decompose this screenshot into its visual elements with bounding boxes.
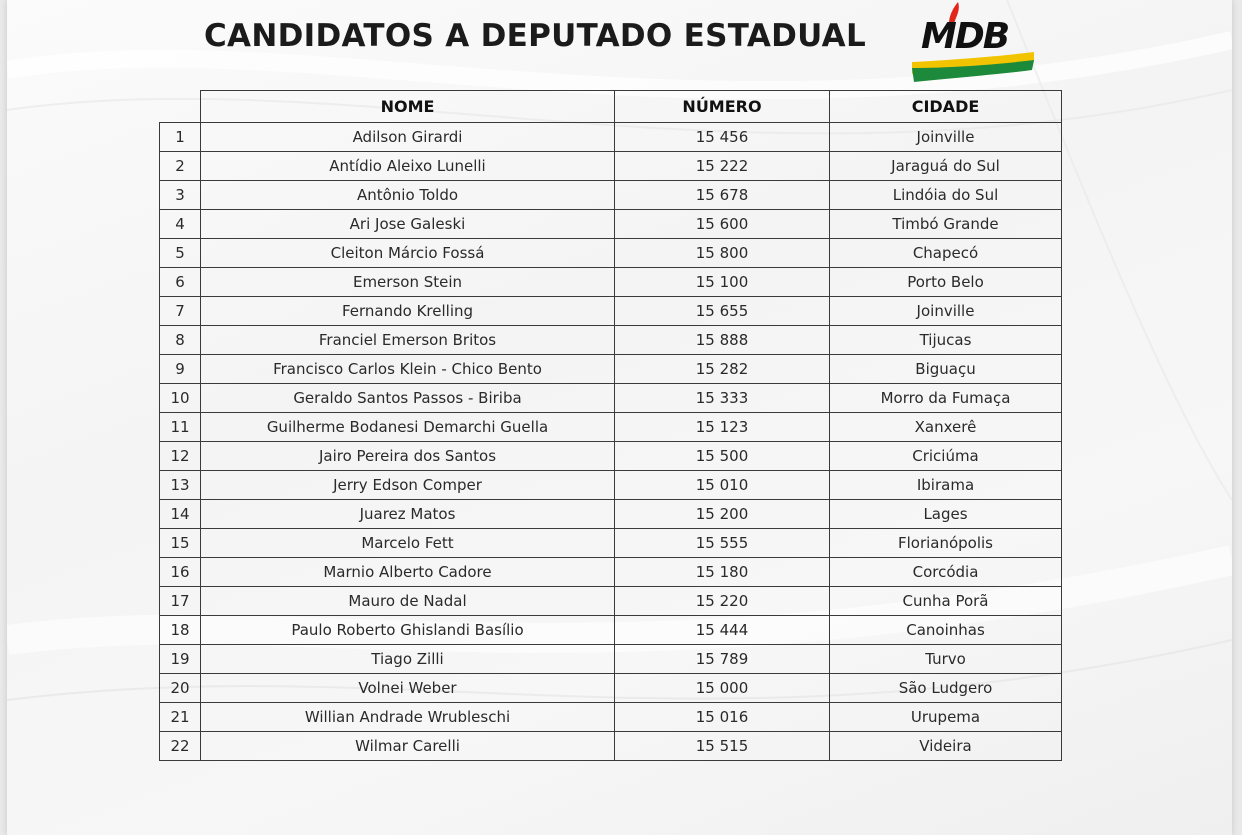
name-cell: Guilherme Bodanesi Demarchi Guella bbox=[201, 413, 615, 442]
index-cell: 20 bbox=[160, 674, 201, 703]
table-row bbox=[160, 268, 1062, 297]
page-title: CANDIDATOS A DEPUTADO ESTADUAL bbox=[204, 18, 867, 54]
index-cell: 22 bbox=[160, 732, 201, 761]
index-cell: 19 bbox=[160, 645, 201, 674]
table-row bbox=[160, 152, 1062, 181]
index-cell: 9 bbox=[160, 355, 201, 384]
city-cell: Florianópolis bbox=[830, 529, 1062, 558]
name-cell: Paulo Roberto Ghislandi Basílio bbox=[201, 616, 615, 645]
index-cell: 17 bbox=[160, 587, 201, 616]
name-cell: Volnei Weber bbox=[201, 674, 615, 703]
table-row bbox=[160, 413, 1062, 442]
table-row bbox=[160, 500, 1062, 529]
table-row bbox=[160, 210, 1062, 239]
city-cell: Jaraguá do Sul bbox=[830, 152, 1062, 181]
number-cell: 15 655 bbox=[615, 297, 830, 326]
name-cell: Marnio Alberto Cadore bbox=[201, 558, 615, 587]
name-cell: Jerry Edson Comper bbox=[201, 471, 615, 500]
name-cell: Marcelo Fett bbox=[201, 529, 615, 558]
index-cell: 7 bbox=[160, 297, 201, 326]
table-row bbox=[160, 674, 1062, 703]
table-row bbox=[160, 442, 1062, 471]
name-cell: Adilson Girardi bbox=[201, 123, 615, 152]
number-cell: 15 123 bbox=[615, 413, 830, 442]
number-cell: 15 515 bbox=[615, 732, 830, 761]
city-cell: Lindóia do Sul bbox=[830, 181, 1062, 210]
number-cell: 15 222 bbox=[615, 152, 830, 181]
city-cell: Joinville bbox=[830, 123, 1062, 152]
table-row bbox=[160, 355, 1062, 384]
index-cell: 8 bbox=[160, 326, 201, 355]
table-row bbox=[160, 181, 1062, 210]
mdb-logo bbox=[902, 0, 1037, 88]
table-row bbox=[160, 384, 1062, 413]
column-header-nome: NOME bbox=[201, 91, 615, 123]
index-cell: 1 bbox=[160, 123, 201, 152]
number-cell: 15 789 bbox=[615, 645, 830, 674]
table-row bbox=[160, 529, 1062, 558]
table-row bbox=[160, 558, 1062, 587]
table-row bbox=[160, 645, 1062, 674]
index-cell: 11 bbox=[160, 413, 201, 442]
column-header-cidade: CIDADE bbox=[830, 91, 1062, 123]
number-cell: 15 555 bbox=[615, 529, 830, 558]
name-cell: Ari Jose Galeski bbox=[201, 210, 615, 239]
number-cell: 15 333 bbox=[615, 384, 830, 413]
number-cell: 15 282 bbox=[615, 355, 830, 384]
name-cell: Willian Andrade Wrubleschi bbox=[201, 703, 615, 732]
name-cell: Wilmar Carelli bbox=[201, 732, 615, 761]
name-cell: Antônio Toldo bbox=[201, 181, 615, 210]
city-cell: Videira bbox=[830, 732, 1062, 761]
name-cell: Jairo Pereira dos Santos bbox=[201, 442, 615, 471]
index-cell: 3 bbox=[160, 181, 201, 210]
index-cell: 4 bbox=[160, 210, 201, 239]
name-cell: Franciel Emerson Britos bbox=[201, 326, 615, 355]
name-cell: Mauro de Nadal bbox=[201, 587, 615, 616]
name-cell: Tiago Zilli bbox=[201, 645, 615, 674]
number-cell: 15 220 bbox=[615, 587, 830, 616]
number-cell: 15 100 bbox=[615, 268, 830, 297]
name-cell: Antídio Aleixo Lunelli bbox=[201, 152, 615, 181]
number-cell: 15 456 bbox=[615, 123, 830, 152]
index-cell: 10 bbox=[160, 384, 201, 413]
city-cell: Xanxerê bbox=[830, 413, 1062, 442]
city-cell: Criciúma bbox=[830, 442, 1062, 471]
logo-text: MDB bbox=[921, 16, 1009, 57]
number-cell: 15 200 bbox=[615, 500, 830, 529]
city-cell: Timbó Grande bbox=[830, 210, 1062, 239]
table-row bbox=[160, 703, 1062, 732]
number-cell: 15 016 bbox=[615, 703, 830, 732]
number-cell: 15 800 bbox=[615, 239, 830, 268]
number-cell: 15 180 bbox=[615, 558, 830, 587]
name-cell: Francisco Carlos Klein - Chico Bento bbox=[201, 355, 615, 384]
name-cell: Emerson Stein bbox=[201, 268, 615, 297]
number-cell: 15 500 bbox=[615, 442, 830, 471]
table-row bbox=[160, 297, 1062, 326]
city-cell: Corcódia bbox=[830, 558, 1062, 587]
index-cell: 5 bbox=[160, 239, 201, 268]
name-cell: Cleiton Márcio Fossá bbox=[201, 239, 615, 268]
city-cell: Chapecó bbox=[830, 239, 1062, 268]
index-cell: 21 bbox=[160, 703, 201, 732]
number-cell: 15 888 bbox=[615, 326, 830, 355]
city-cell: Turvo bbox=[830, 645, 1062, 674]
table-header-row bbox=[160, 91, 1062, 123]
index-cell: 15 bbox=[160, 529, 201, 558]
city-cell: Cunha Porã bbox=[830, 587, 1062, 616]
city-cell: Biguaçu bbox=[830, 355, 1062, 384]
document-page bbox=[7, 0, 1232, 835]
number-cell: 15 444 bbox=[615, 616, 830, 645]
number-cell: 15 600 bbox=[615, 210, 830, 239]
index-cell: 18 bbox=[160, 616, 201, 645]
number-cell: 15 678 bbox=[615, 181, 830, 210]
city-cell: Lages bbox=[830, 500, 1062, 529]
table-row bbox=[160, 326, 1062, 355]
index-cell: 14 bbox=[160, 500, 201, 529]
table-row bbox=[160, 732, 1062, 761]
city-cell: Urupema bbox=[830, 703, 1062, 732]
name-cell: Geraldo Santos Passos - Biriba bbox=[201, 384, 615, 413]
table-row bbox=[160, 239, 1062, 268]
city-cell: Tijucas bbox=[830, 326, 1062, 355]
number-cell: 15 000 bbox=[615, 674, 830, 703]
table-row bbox=[160, 587, 1062, 616]
header-index-blank bbox=[160, 91, 201, 123]
name-cell: Fernando Krelling bbox=[201, 297, 615, 326]
index-cell: 2 bbox=[160, 152, 201, 181]
city-cell: Morro da Fumaça bbox=[830, 384, 1062, 413]
index-cell: 16 bbox=[160, 558, 201, 587]
table-row bbox=[160, 616, 1062, 645]
column-header-numero: NÚMERO bbox=[615, 91, 830, 123]
name-cell: Juarez Matos bbox=[201, 500, 615, 529]
city-cell: Ibirama bbox=[830, 471, 1062, 500]
index-cell: 6 bbox=[160, 268, 201, 297]
city-cell: Canoinhas bbox=[830, 616, 1062, 645]
table-row bbox=[160, 471, 1062, 500]
index-cell: 13 bbox=[160, 471, 201, 500]
candidates-table bbox=[159, 90, 1062, 761]
table-row bbox=[160, 123, 1062, 152]
city-cell: Porto Belo bbox=[830, 268, 1062, 297]
index-cell: 12 bbox=[160, 442, 201, 471]
city-cell: Joinville bbox=[830, 297, 1062, 326]
number-cell: 15 010 bbox=[615, 471, 830, 500]
city-cell: São Ludgero bbox=[830, 674, 1062, 703]
